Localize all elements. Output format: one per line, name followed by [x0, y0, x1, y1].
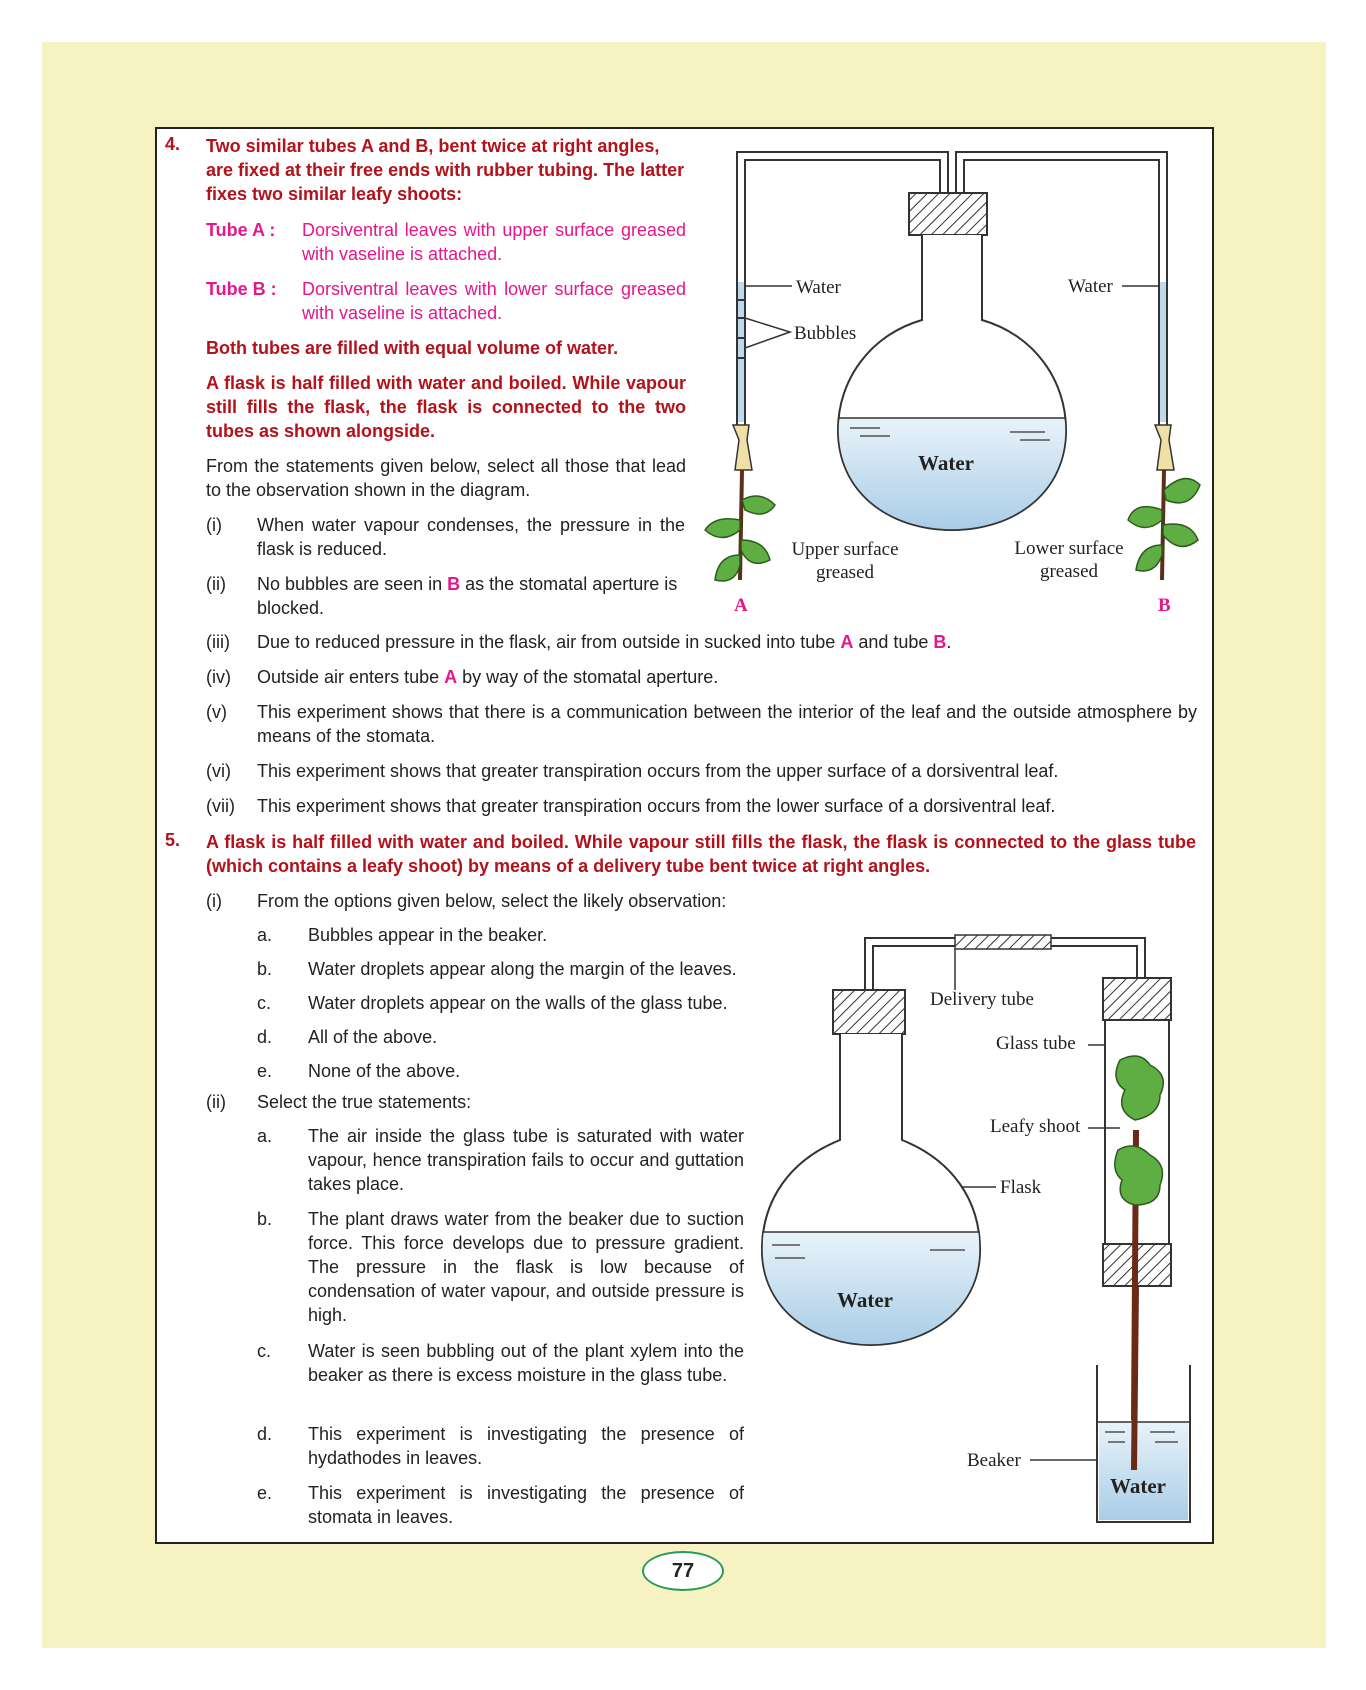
q4-stmt-7-num: (vii) [206, 796, 235, 816]
q5-p1-opt-c-letter: c. [257, 993, 272, 1013]
q4-intro: Two similar tubes A and B, bent twice at right angles, are fixed at their free ends with rubber tubing. The latter fixes two similar leafy shoots: [206, 136, 685, 204]
q4-stmt-4-pre: Outside air enters tube [257, 667, 445, 687]
q4-stmt-5-num: (v) [206, 702, 227, 722]
q4-stmt-7: This experiment shows that greater transpiration occurs from the lower surface of a dorsiventral leaf. [257, 796, 1056, 816]
q4-stmt-3-hl: A [840, 632, 854, 652]
q5-p2-opt-c: Water is seen bubbling out of the plant xylem into the beaker as there is excess moisture in the glass tube. [308, 1341, 744, 1385]
q4-stmt-2-hl: B [447, 574, 461, 594]
q4-both-tubes: Both tubes are filled with equal volume of water. [206, 338, 619, 358]
q5-p1-opt-c: Water droplets appear on the walls of the glass tube. [308, 993, 728, 1013]
q4-stmt-2-num: (ii) [206, 574, 226, 594]
q4-stmt-3-pre: Due to reduced pressure in the flask, air from outside in sucked into tube [257, 632, 841, 652]
q5-p2-opt-e-letter: e. [257, 1483, 273, 1503]
q5-glass-tube-top-stopper [1103, 978, 1171, 1020]
q5-p1-opt-a: Bubbles appear in the beaker. [308, 925, 548, 945]
q4-flask-text: A flask is half filled with water and boiled. While vapour still fills the flask, the flask is connected to the two tubes as shown alongside. [206, 373, 686, 441]
q4-stmt-3-hl2: B [933, 632, 947, 652]
q5-p2-opt-d-letter: d. [257, 1424, 273, 1444]
q4-label-water-flask: Water [918, 451, 974, 475]
q4-prompt: From the statements given below, select all those that lead to the observation shown in the diagram. [206, 456, 686, 500]
q5-label-glass-tube: Glass tube [996, 1033, 1076, 1054]
q4-stmt-3-post: . [946, 632, 952, 652]
q5-label-leafy-shoot: Leafy shoot [990, 1116, 1081, 1137]
q5-beaker-water [1099, 1422, 1188, 1520]
q5-p1-opt-b: Water droplets appear along the margin of the leaves. [308, 959, 737, 979]
q4-stmt-5: This experiment shows that there is a communication between the interior of the leaf and the outside atmosphere by means of the stomata. [257, 702, 1197, 746]
q4-stmt-1: When water vapour condenses, the pressure in the flask is reduced. [257, 515, 685, 559]
q4-label-bubbles: Bubbles [794, 323, 857, 344]
tube-b-text: Dorsiventral leaves with lower surface greased with vaseline is attached. [302, 279, 686, 323]
q5-rubber-joint [955, 935, 1051, 949]
q5-flask-stopper [833, 990, 905, 1034]
q5-p2-opt-b-letter: b. [257, 1209, 273, 1229]
tube-a-label: Tube A : [206, 220, 276, 240]
q5-part2-num: (ii) [206, 1092, 226, 1112]
q4-stmt-6-num: (vi) [206, 761, 231, 781]
q5-pointers [955, 949, 1120, 1460]
q5-p1-opt-e-letter: e. [257, 1061, 273, 1081]
q4-label-upper-greased: Upper surface greased [791, 539, 899, 583]
tube-b-label: Tube B : [206, 279, 277, 299]
q5-part1-prompt: From the options given below, select the likely observation: [257, 891, 727, 911]
q4-stmt-3-num: (iii) [206, 632, 230, 652]
tube-a-text: Dorsiventral leaves with upper surface greased with vaseline is attached. [302, 220, 686, 264]
q4-stmt-4-hl: A [444, 667, 458, 687]
page-number: 77 [642, 1551, 724, 1591]
q4-label-b: B [1158, 595, 1171, 616]
q4-stmt-2-pre: No bubbles are seen in [257, 574, 448, 594]
q5-label-delivery-tube: Delivery tube [930, 989, 1034, 1010]
q5-number: 5. [165, 830, 181, 850]
q4-label-water-right: Water [1068, 276, 1113, 297]
q5-p1-opt-b-letter: b. [257, 959, 273, 979]
q4-label-water-left: Water [796, 277, 841, 298]
q5-p2-opt-d: This experiment is investigating the presence of hydathodes in leaves. [308, 1424, 744, 1468]
q5-label-beaker: Beaker [967, 1450, 1021, 1471]
q5-label-water-beaker: Water [1110, 1474, 1166, 1498]
q4-number: 4. [165, 134, 181, 154]
q5-p1-opt-d-letter: d. [257, 1027, 273, 1047]
q5-p2-opt-c-letter: c. [257, 1341, 272, 1361]
q4-label-a: A [734, 595, 748, 616]
q4-stmt-4-post: by way of the stomatal aperture. [457, 667, 719, 687]
q5-p2-opt-b: The plant draws water from the beaker due to suction force. This force develops due to pressure gradient. The pressure in the flask is low because of condensation of water vapour, and outside pressure is high. [308, 1209, 744, 1325]
q5-p2-opt-e: This experiment is investigating the presence of stomata in leaves. [308, 1483, 744, 1527]
q4-stmt-3-mid: and tube [853, 632, 934, 652]
q4-stmt-2-post: as the stomatal aperture is blocked. [257, 574, 678, 618]
q4-stmt-1-num: (i) [206, 515, 222, 535]
q5-p1-opt-a-letter: a. [257, 925, 273, 945]
q4-stmt-6: This experiment shows that greater transpiration occurs from the upper surface of a dorsiventral leaf. [257, 761, 1059, 781]
q5-part2-prompt: Select the true statements: [257, 1092, 472, 1112]
q4-label-lower-greased: Lower surface greased [1014, 538, 1124, 582]
q5-p1-opt-e: None of the above. [308, 1061, 461, 1081]
q5-label-flask: Flask [1000, 1177, 1042, 1198]
q5-label-water-flask: Water [837, 1288, 893, 1312]
q5-intro: A flask is half filled with water and boiled. While vapour still fills the flask, the flask is connected to the glass tube (which contains a leafy shoot) by means of a delivery tube bent twice at right angles. [206, 832, 1196, 876]
q5-part1-num: (i) [206, 891, 222, 911]
q5-p1-opt-d: All of the above. [308, 1027, 438, 1047]
q5-p2-opt-a-letter: a. [257, 1126, 273, 1146]
q4-stmt-4-num: (iv) [206, 667, 231, 687]
q5-p2-opt-a: The air inside the glass tube is saturated with water vapour, hence transpiration fails to occur and guttation takes place. [308, 1126, 744, 1194]
